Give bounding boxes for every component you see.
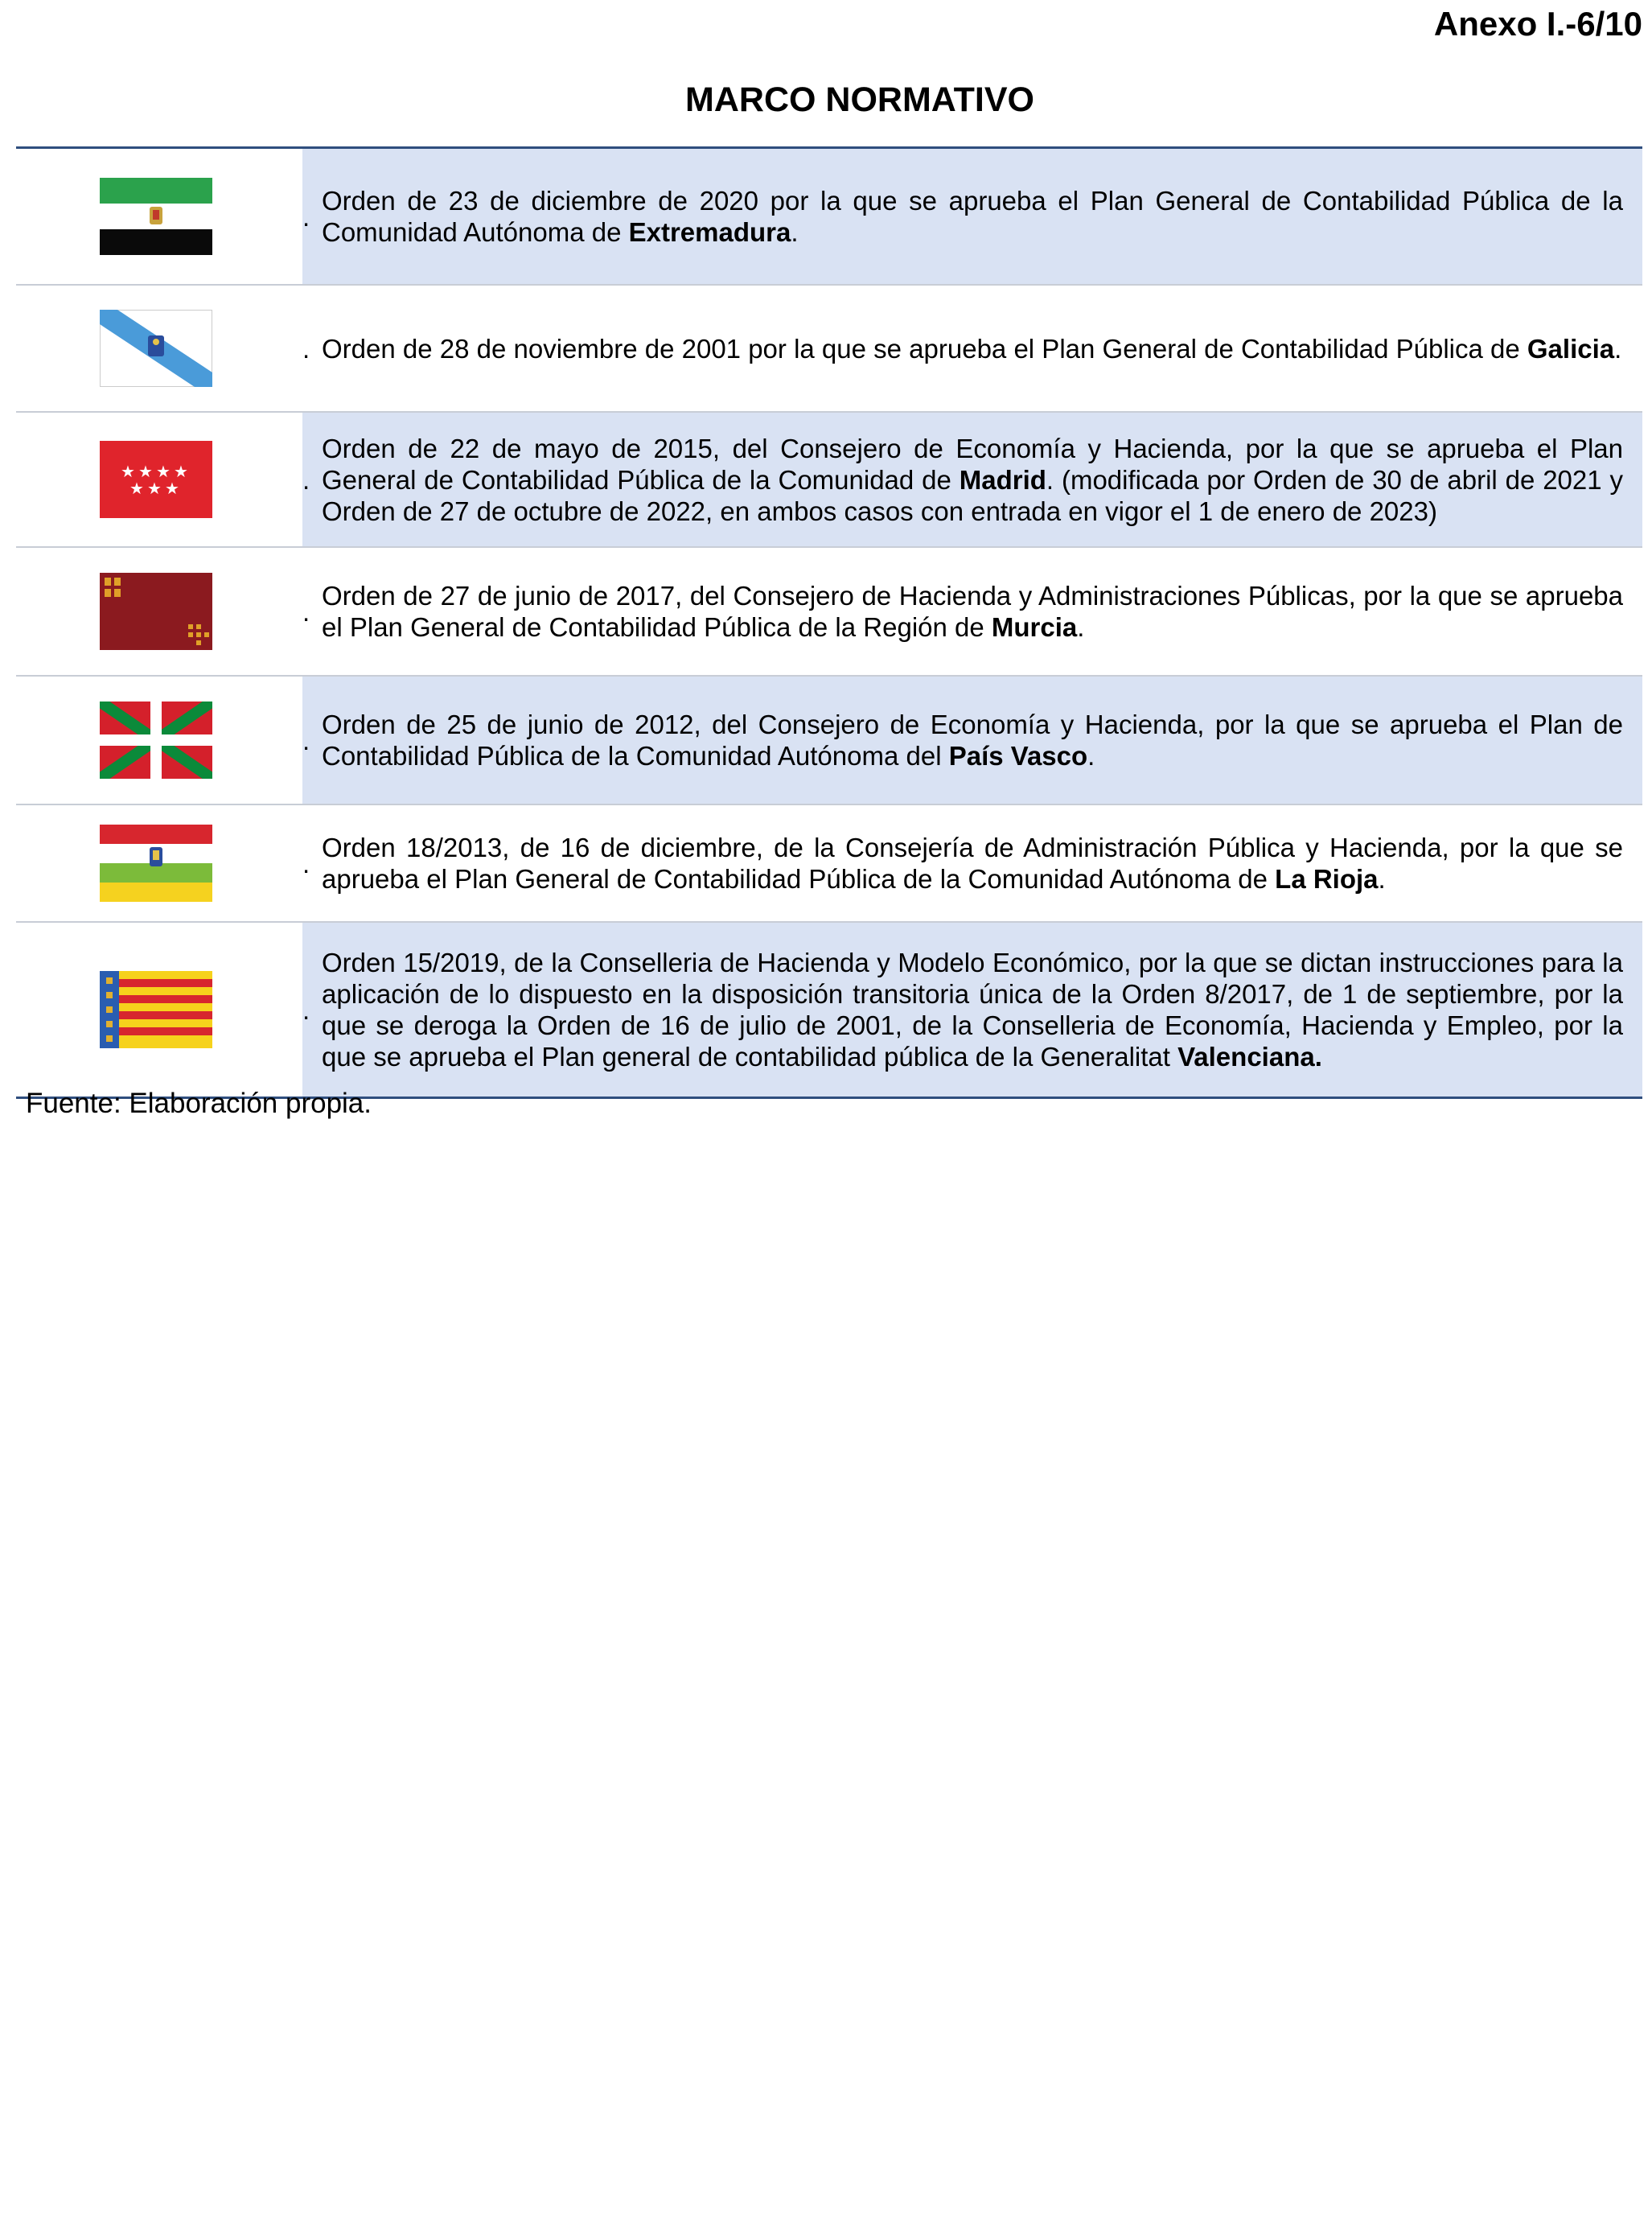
murcia-flag-icon xyxy=(100,573,212,650)
region-name: Murcia xyxy=(991,612,1078,642)
svg-text:★: ★ xyxy=(165,479,179,498)
regulation-text: . Orden de 27 de junio de 2017, del Consejero de Hacienda y Administraciones Públicas, por la que se aprueba el Plan General de Contabilidad Pública de la Región de Murcia. xyxy=(302,581,1623,642)
region-name: País Vasco xyxy=(948,741,1088,771)
region-name: La Rioja xyxy=(1275,864,1379,894)
la-rioja-flag-icon xyxy=(100,825,212,902)
region-name: Madrid xyxy=(959,464,1046,495)
legal-framework-table xyxy=(16,146,1642,1099)
extremadura-flag-icon xyxy=(100,178,212,255)
table-row xyxy=(16,413,1642,548)
regulation-text: . Orden 15/2019, de la Conselleria de Hacienda y Modelo Económico, por la que se dictan instrucciones para la aplicación de lo dispuesto en la disposición transitoria única de la Orden 8/2017, de 1 de septiembre, por la que se deroga la Orden de 16 de julio de 2001, de la Conselleria de Economía, Hacienda y Empleo, por la que se aprueba el Plan general de contabilidad pública de la Generalitat Valenciana. xyxy=(302,923,1642,1097)
madrid-flag-icon xyxy=(100,441,212,518)
svg-text:★: ★ xyxy=(174,462,188,481)
regulation-text: . Orden de 23 de diciembre de 2020 por la que se aprueba el Plan General de Contabilidad Pública de la Comunidad Autónoma de Extremadura. xyxy=(302,149,1642,284)
svg-text:★: ★ xyxy=(129,479,144,498)
region-name: Extremadura xyxy=(628,217,791,247)
region-name: Valenciana. xyxy=(1177,1042,1322,1072)
svg-text:★: ★ xyxy=(156,462,171,481)
source-note: Fuente: Elaboración propia. xyxy=(26,1088,372,1119)
svg-text:★: ★ xyxy=(138,462,153,481)
table-row xyxy=(16,548,1642,677)
pais-vasco-flag-icon xyxy=(100,702,212,779)
table-row xyxy=(16,149,1642,286)
region-name: Galicia xyxy=(1527,333,1615,364)
annex-label: Anexo I.-6/10 xyxy=(1433,5,1642,43)
valencia-flag-icon xyxy=(100,971,212,1048)
table-row xyxy=(16,805,1642,923)
table-row xyxy=(16,923,1642,1097)
page-title: MARCO NORMATIVO xyxy=(685,80,1034,119)
svg-text:★: ★ xyxy=(121,462,135,481)
regulation-text: . Orden de 28 de noviembre de 2001 por la que se aprueba el Plan General de Contabilidad Pública de Galicia. xyxy=(302,333,1622,364)
regulation-text: . Orden de 22 de mayo de 2015, del Consejero de Economía y Hacienda, por la que se aprueba el Plan General de Contabilidad Pública de la Comunidad de Madrid. (modificada por Orden de 30 de abril de 2021 y Orden de 27 de octubre de 2022, en ambos casos con entrada en vigor el 1 de enero de 2023) xyxy=(302,413,1642,546)
svg-text:★: ★ xyxy=(147,479,162,498)
table-row xyxy=(16,286,1642,413)
table-row xyxy=(16,677,1642,805)
galicia-flag-icon xyxy=(100,310,212,387)
regulation-text: . Orden 18/2013, de 16 de diciembre, de la Consejería de Administración Pública y Hacienda, por la que se aprueba el Plan General de Contabilidad Pública de la Comunidad Autónoma de La Rioja. xyxy=(302,833,1623,894)
regulation-text: . Orden de 25 de junio de 2012, del Consejero de Economía y Hacienda, por la que se aprueba el Plan de Contabilidad Pública de la Comunidad Autónoma del País Vasco. xyxy=(302,677,1642,804)
